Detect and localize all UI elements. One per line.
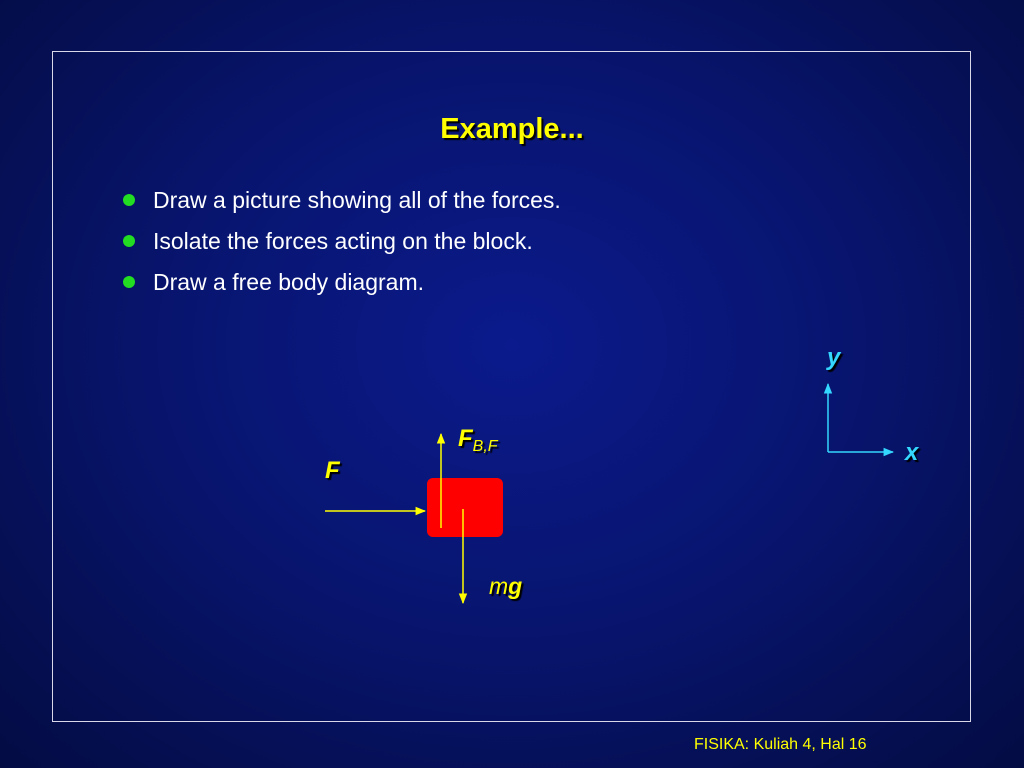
normal-force-label <box>458 425 498 456</box>
bullet-item <box>120 184 561 225</box>
bullet-dot-icon <box>123 194 135 206</box>
normal-force-symbol: F <box>458 425 473 452</box>
bullet-dot-icon <box>123 235 135 247</box>
slide-title: Example... <box>440 113 584 145</box>
applied-force-label: F <box>325 457 340 484</box>
slide-footer: FISIKA: Kuliah 4, Hal 16 <box>694 736 867 753</box>
bullet-list <box>120 184 561 307</box>
weight-g-symbol: g <box>508 573 523 599</box>
normal-force-subscript: B,F <box>472 438 498 455</box>
bullet-text: Draw a picture showing all of the forces. <box>153 187 561 213</box>
bullet-text: Isolate the forces acting on the block. <box>153 228 533 254</box>
slide-frame <box>52 51 971 722</box>
bullet-text: Draw a free body diagram. <box>153 269 425 295</box>
bullet-item <box>120 225 561 266</box>
bullet-dot-icon <box>123 276 135 288</box>
weight-label <box>489 573 522 600</box>
bullet-item <box>120 266 561 307</box>
weight-mass-symbol: m <box>489 573 509 599</box>
y-axis-label: y <box>827 344 841 371</box>
x-axis-label: x <box>905 439 919 466</box>
